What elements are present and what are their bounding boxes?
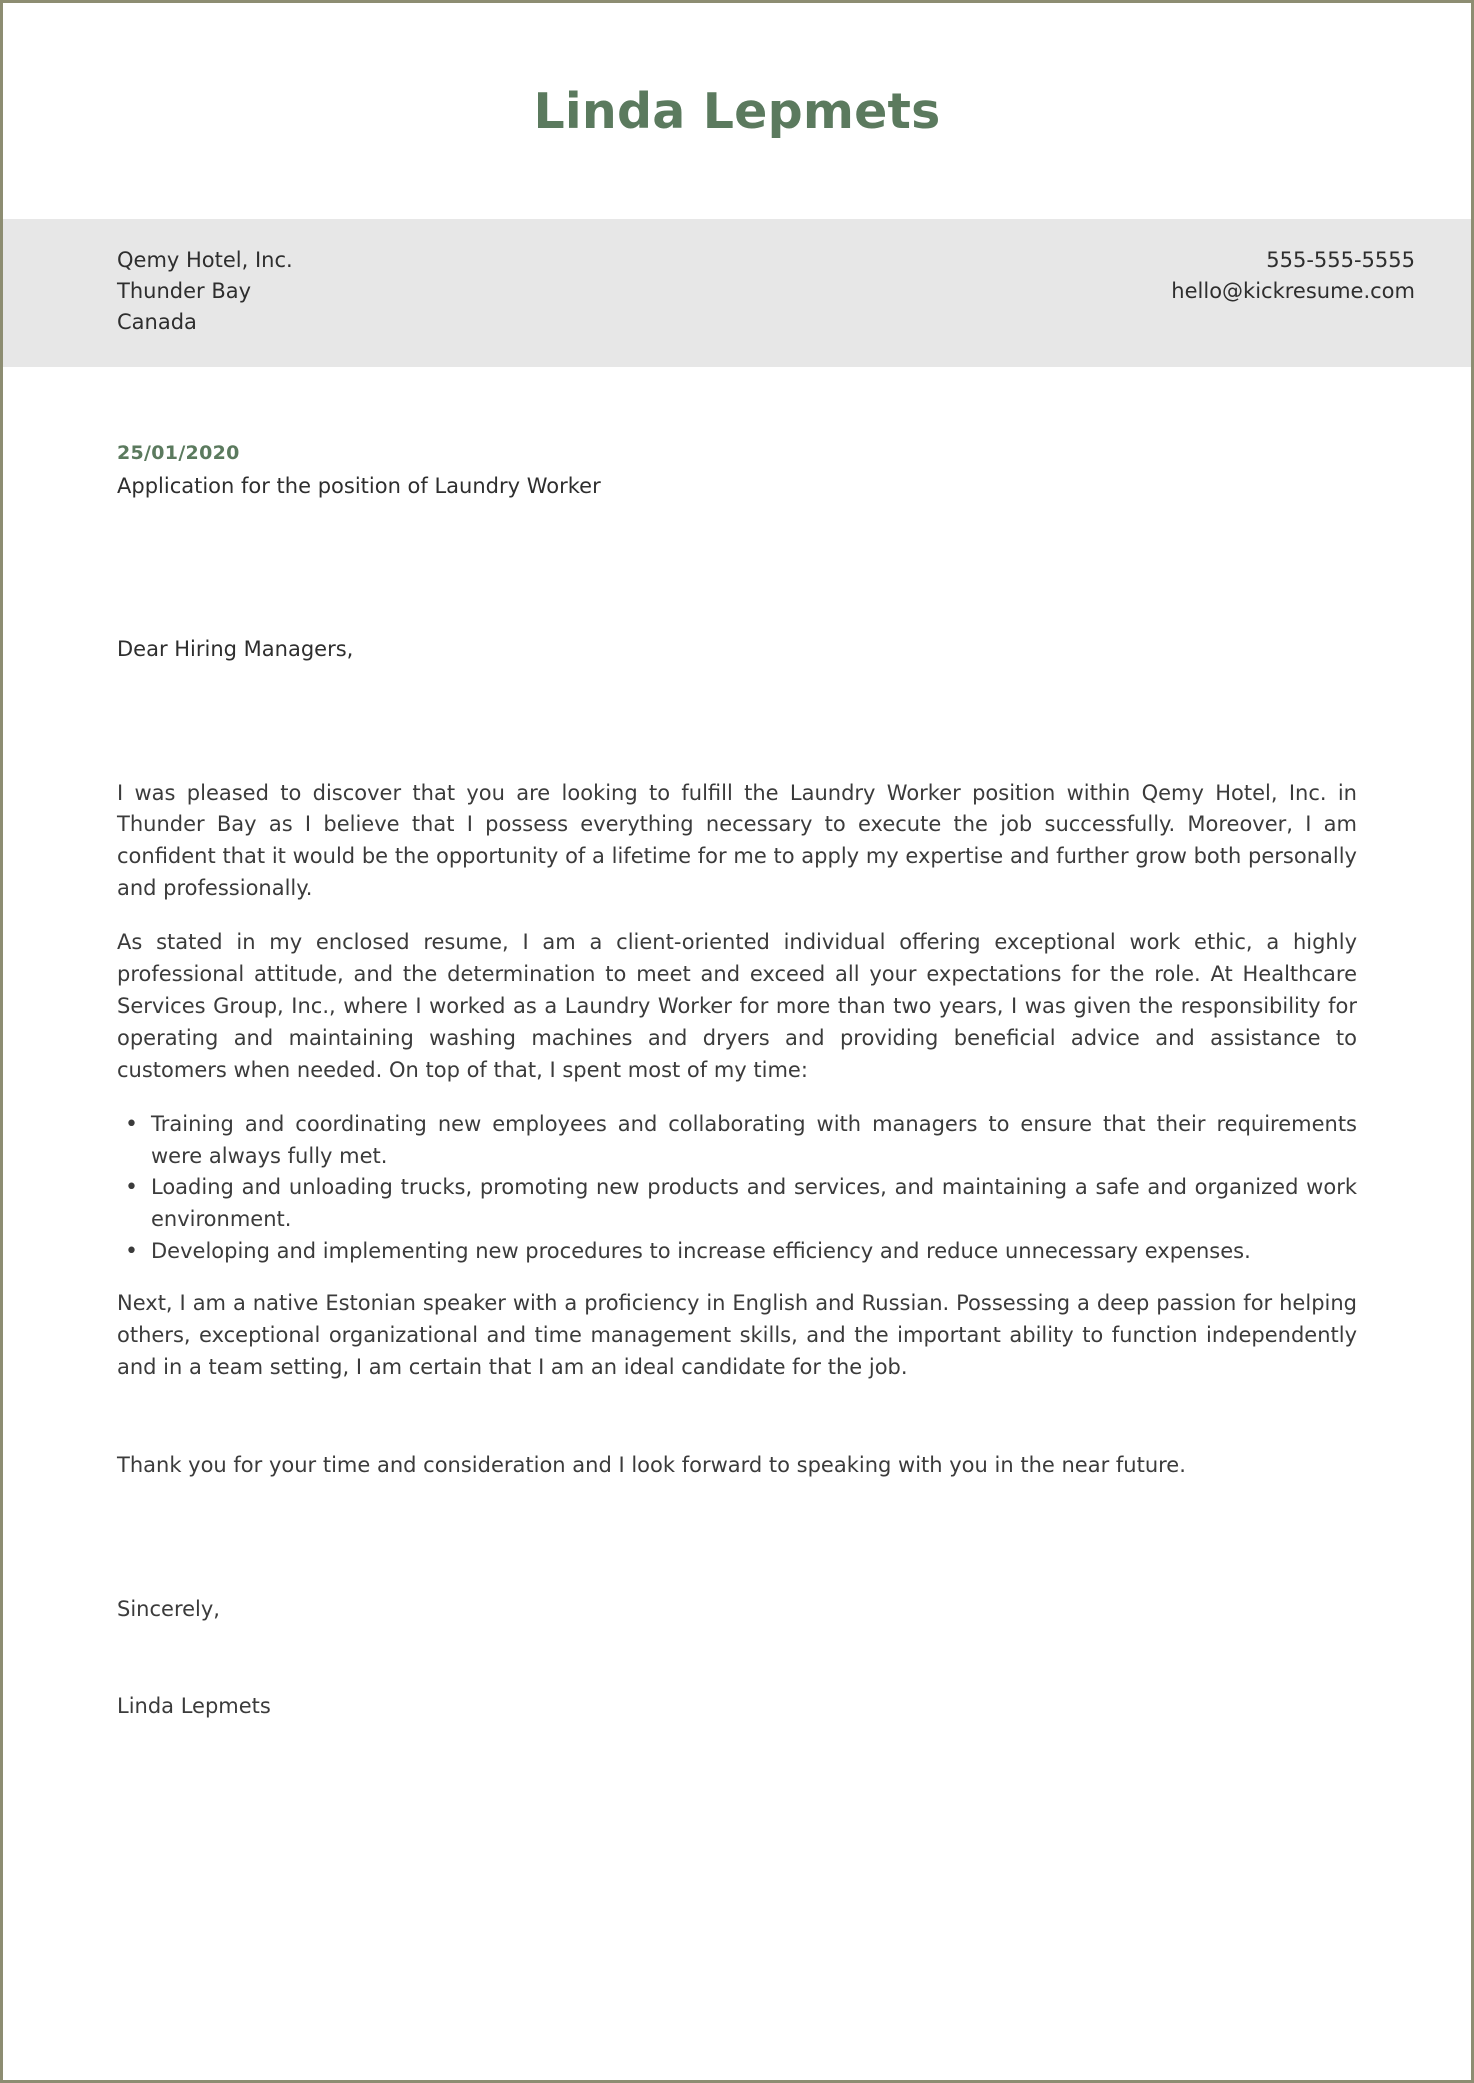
sender-contact-block — [1171, 245, 1415, 307]
letter-header — [3, 3, 1471, 219]
salutation: Dear Hiring Managers, — [117, 637, 354, 661]
recipient-company: Qemy Hotel, Inc. — [117, 248, 293, 272]
closing-paragraph: Thank you for your time and consideration and I look forward to speaking with you in the near future. — [117, 1452, 1186, 1477]
body-paragraph-3: Next, I am a native Estonian speaker with a proficiency in English and Russian. Possessing a deep passion for helping others, exceptional organizational and time management skills, and the important ability to function independently and in a team setting, I am certain that I am an ideal candidate for the job. — [117, 1291, 1357, 1379]
recipient-city: Thunder Bay — [117, 279, 252, 304]
sender-email[interactable]: hello@kickresume.com — [1171, 279, 1415, 304]
signoff: Sincerely, — [117, 1596, 220, 1621]
letter-date: 25/01/2020 — [117, 442, 240, 464]
recipient-address-block — [117, 245, 293, 338]
letter-body — [3, 439, 1471, 1723]
duties-list — [117, 1109, 1357, 1269]
letter-subject: Application for the position of Laundry Worker — [117, 473, 601, 498]
contact-band — [3, 219, 1471, 367]
page-title: Linda Lepmets — [533, 82, 941, 140]
list-item: • Training and coordinating new employees and collaborating with managers to ensure that their requirements were always fully met. — [151, 1109, 1357, 1173]
list-item: • Developing and implementing new procedures to increase efficiency and reduce unnecessary expenses. — [151, 1236, 1357, 1268]
body-paragraph-1: I was pleased to discover that you are looking to fulfill the Laundry Worker position within Qemy Hotel, Inc. in Thunder Bay as I believe that I possess everything necessary to execute the job successfully. Moreover, I am confident that it would be the opportunity of a lifetime for me to apply my expertise and further grow both personally and professionally. — [117, 780, 1357, 901]
body-paragraph-2: As stated in my enclosed resume, I am a client-oriented individual offering exceptional work ethic, a highly professional attitude, and the determination to meet and exceed all your expectations for the role. At Healthcare Services Group, Inc., where I worked as a Laundry Worker for more than two years, I was given the responsibility for operating and maintaining washing machines and dryers and providing beneficial advice and assistance to customers when needed. On top of that, I spent most of my time: — [117, 930, 1357, 1082]
sender-phone: 555-555-5555 — [1266, 248, 1415, 272]
list-item: • Loading and unloading trucks, promoting new products and services, and maintaining a safe and organized work environment. — [151, 1172, 1357, 1236]
letter-meta — [117, 439, 1357, 502]
signature-name: Linda Lepmets — [117, 1694, 271, 1719]
recipient-country: Canada — [117, 310, 197, 335]
